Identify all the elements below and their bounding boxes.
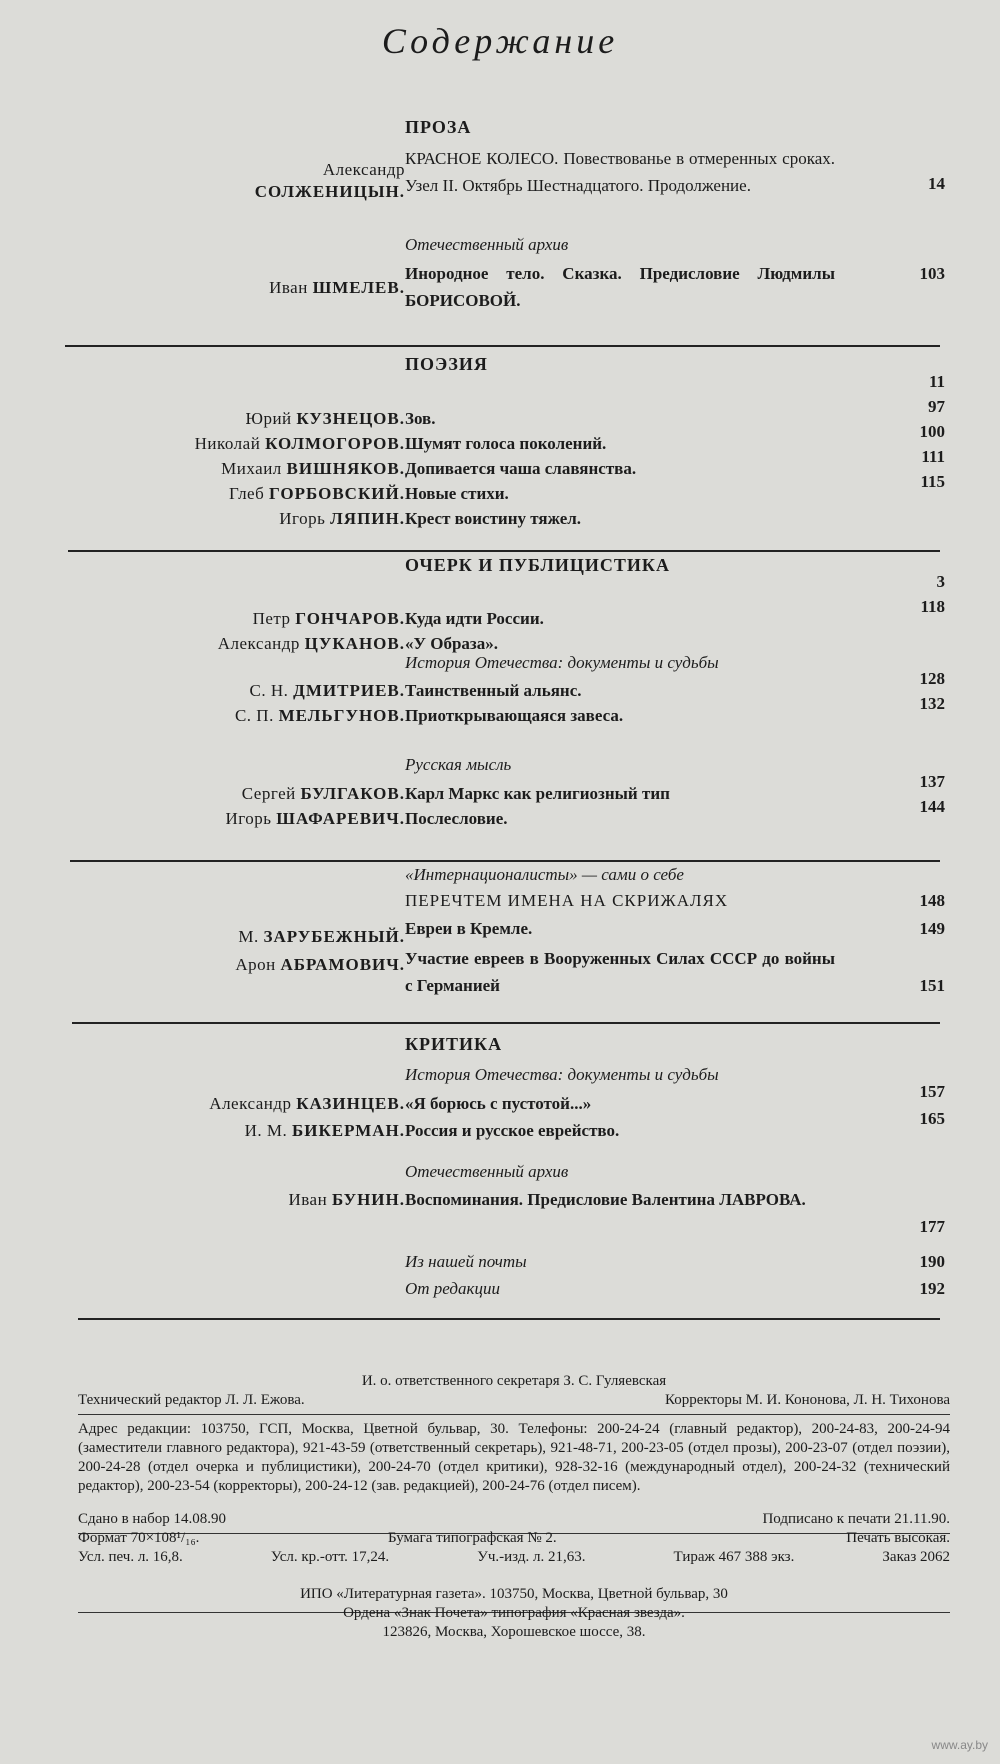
section-heading-criticism: КРИТИКА [405, 1034, 503, 1054]
author: Михаил ВИШНЯКОВ. [221, 459, 405, 478]
author: Иван БУНИН. [288, 1190, 405, 1209]
page-number: 157 [919, 1082, 945, 1101]
toc-entry [60, 472, 950, 507]
page-number: 151 [919, 976, 945, 995]
page-number: 128 [919, 669, 945, 688]
work-title: КРАСНОЕ КОЛЕСО. Повествованье в отмеренных сроках. Узел II. Октябрь Шестнадцатого. Продолжение. [405, 149, 835, 195]
work-title: Воспоминания. Предисловие Валентина ЛАВРОВА. [405, 1190, 806, 1209]
toc-entry [60, 372, 950, 407]
author: Александр КАЗИНЦЕВ. [209, 1094, 405, 1113]
work-title: Участие евреев в Вооруженных Силах СССР до войны с Германией [405, 949, 835, 995]
author: Сергей БУЛГАКОВ. [241, 784, 405, 803]
imprint-editors: Технический редактор Л. Л. Ежова. Корректоры М. И. Кононова, Л. Н. Тихонова [78, 1392, 950, 1408]
toc-entry [60, 797, 950, 832]
work-title: «У Образа». [405, 634, 498, 653]
toc-entry [60, 597, 950, 632]
work-title: Новые стихи. [405, 484, 509, 503]
page-number: 149 [919, 919, 945, 938]
toc-entry [60, 694, 950, 729]
toc-entry [60, 505, 950, 532]
author: И. М. БИКЕРМАН. [244, 1121, 405, 1140]
toc-entry [60, 447, 950, 482]
page-number: 3 [936, 572, 945, 591]
author: С. П. МЕЛЬГУНОВ. [234, 706, 405, 725]
section-divider [65, 345, 940, 347]
page-number: 177 [919, 1217, 945, 1236]
page-number: 115 [920, 472, 945, 491]
toc-entry [60, 397, 950, 432]
work-title: От редакции [405, 1279, 500, 1298]
author: Игорь ЛЯПИН. [279, 509, 405, 528]
toc-entry [60, 1186, 950, 1242]
work-title: Крест воистину тяжел. [405, 509, 582, 528]
author: Глеб ГОРБОВСКИЙ. [229, 484, 405, 503]
toc-entry [60, 772, 950, 807]
work-title: Допивается чаша славянства. [405, 459, 637, 478]
toc-entry [60, 422, 950, 457]
toc-entry [60, 669, 950, 704]
section-divider [68, 550, 940, 552]
imprint-divider [78, 1414, 950, 1415]
toc-entry [60, 145, 950, 227]
work-title: Россия и русское еврейство. [405, 1121, 620, 1140]
rubric: «Интернационалисты» — сами о себе [405, 865, 684, 884]
work-title: Из нашей почты [405, 1252, 527, 1271]
rubric: История Отечества: документы и судьбы [405, 653, 719, 672]
work-title: Куда идти России. [405, 609, 544, 628]
author: Игорь ШАФАРЕВИЧ. [225, 809, 405, 828]
imprint-print-details: Сдано в набор 14.08.90 Подписано к печати 21.11.90. Формат 70×108¹/₁₆. Бумага типографская № 2. Печать высокая. Усл. печ. л. 16,8. Усл. кр.-отт. 17,24. Уч.-изд. л. 21,63. Тираж 467 388 экз. Заказ 2062 [78, 1511, 950, 1565]
rubric: Отечественный архив [405, 1162, 569, 1181]
page-number: 192 [919, 1279, 945, 1298]
work-title: Евреи в Кремле. [405, 919, 533, 938]
work-title: Инородное тело. Сказка. Предисловие Людмилы БОРИСОВОЙ. [405, 264, 835, 310]
imprint-printer: ИПО «Литературная газета». 103750, Москва, Цветной бульвар, 30 Ордена «Знак Почета» типография «Красная звезда». 123826, Москва, Хорошевское шоссе, 38. [300, 1586, 728, 1640]
section-divider [72, 1022, 940, 1024]
work-title: Карл Маркс как религиозный тип [405, 784, 670, 803]
toc-entry [60, 1082, 950, 1117]
page-number: 103 [919, 264, 945, 283]
author: Юрий КУЗНЕЦОВ. [245, 409, 405, 428]
page-number: 190 [919, 1252, 945, 1271]
author: Иван ШМЕЛЕВ. [269, 278, 405, 297]
author: Петр ГОНЧАРОВ. [252, 609, 405, 628]
page-number: 148 [919, 891, 945, 910]
toc-entry [60, 260, 950, 316]
page-number: 111 [921, 447, 945, 466]
section-heading-prose: ПРОЗА [405, 117, 472, 137]
author: Александр СОЛЖЕНИЦЫН. [254, 160, 405, 201]
section-heading-essay: ОЧЕРК И ПУБЛИЦИСТИКА [405, 555, 670, 575]
page-number: 144 [919, 797, 945, 816]
page-number: 118 [920, 597, 945, 616]
author: М. ЗАРУБЕЖНЫЙ. [238, 927, 405, 946]
rubric: История Отечества: документы и судьбы [405, 1065, 719, 1084]
page-number: 11 [928, 372, 945, 391]
author: Александр ЦУКАНОВ. [217, 634, 405, 653]
author: С. Н. ДМИТРИЕВ. [249, 681, 405, 700]
work-title: «Я борюсь с пустотой...» [405, 1094, 592, 1113]
work-title: Шумят голоса поколений. [405, 434, 607, 453]
page-number: 132 [919, 694, 945, 713]
author: Николай КОЛМОГОРОВ. [194, 434, 405, 453]
toc-entry [60, 945, 950, 999]
section-divider [78, 1318, 940, 1320]
page-number: 165 [919, 1109, 945, 1128]
author: Арон АБРАМОВИЧ. [235, 955, 405, 974]
rubric: Русская мысль [405, 755, 512, 774]
page-number: 14 [928, 174, 945, 193]
page-title: Содержание [381, 21, 619, 61]
work-title: Таинственный альянс. [405, 681, 582, 700]
imprint-address: Адрес редакции: 103750, ГСП, Москва, Цветной бульвар, 30. Телефоны: 200-24-24 (главный редактор), 200-24-83, 200-24-94 (заместители главного редактора), 921-43-59 (ответственный секретарь), 921-48-71, 200-23-05 (отдел прозы), 200-23-07 (отдел поэзии), 200-24-28 (отдел очерка и публицистики), 200-24-70 (отдел критики), 928-32-16 (международный отдел), 200-24-32 (технический редактор), 200-23-54 (корректоры), 200-24-12 (зав. редакцией), 200-24-76 (отдел писем). [78, 1421, 950, 1494]
section-divider [70, 860, 940, 862]
toc-entry [60, 572, 950, 607]
page-number: 137 [919, 772, 945, 791]
watermark: www.ay.by [931, 1738, 988, 1752]
rubric: Отечественный архив [405, 235, 569, 254]
page-number: 100 [919, 422, 945, 441]
page-number: 97 [928, 397, 945, 416]
imprint-secretary: И. о. ответственного секретаря З. С. Гуляевская [361, 1373, 667, 1389]
work-title: Послесловие. [405, 809, 508, 828]
work-title: Зов. [405, 409, 436, 428]
section-heading-internationalists: ПЕРЕЧТЕМ ИМЕНА НА СКРИЖАЛЯХ [405, 891, 729, 910]
toc-entry [60, 1109, 950, 1144]
work-title: Приоткрывающаяся завеса. [405, 706, 624, 725]
imprint-block [78, 1372, 950, 1642]
section-heading-poetry: ПОЭЗИЯ [405, 354, 488, 374]
